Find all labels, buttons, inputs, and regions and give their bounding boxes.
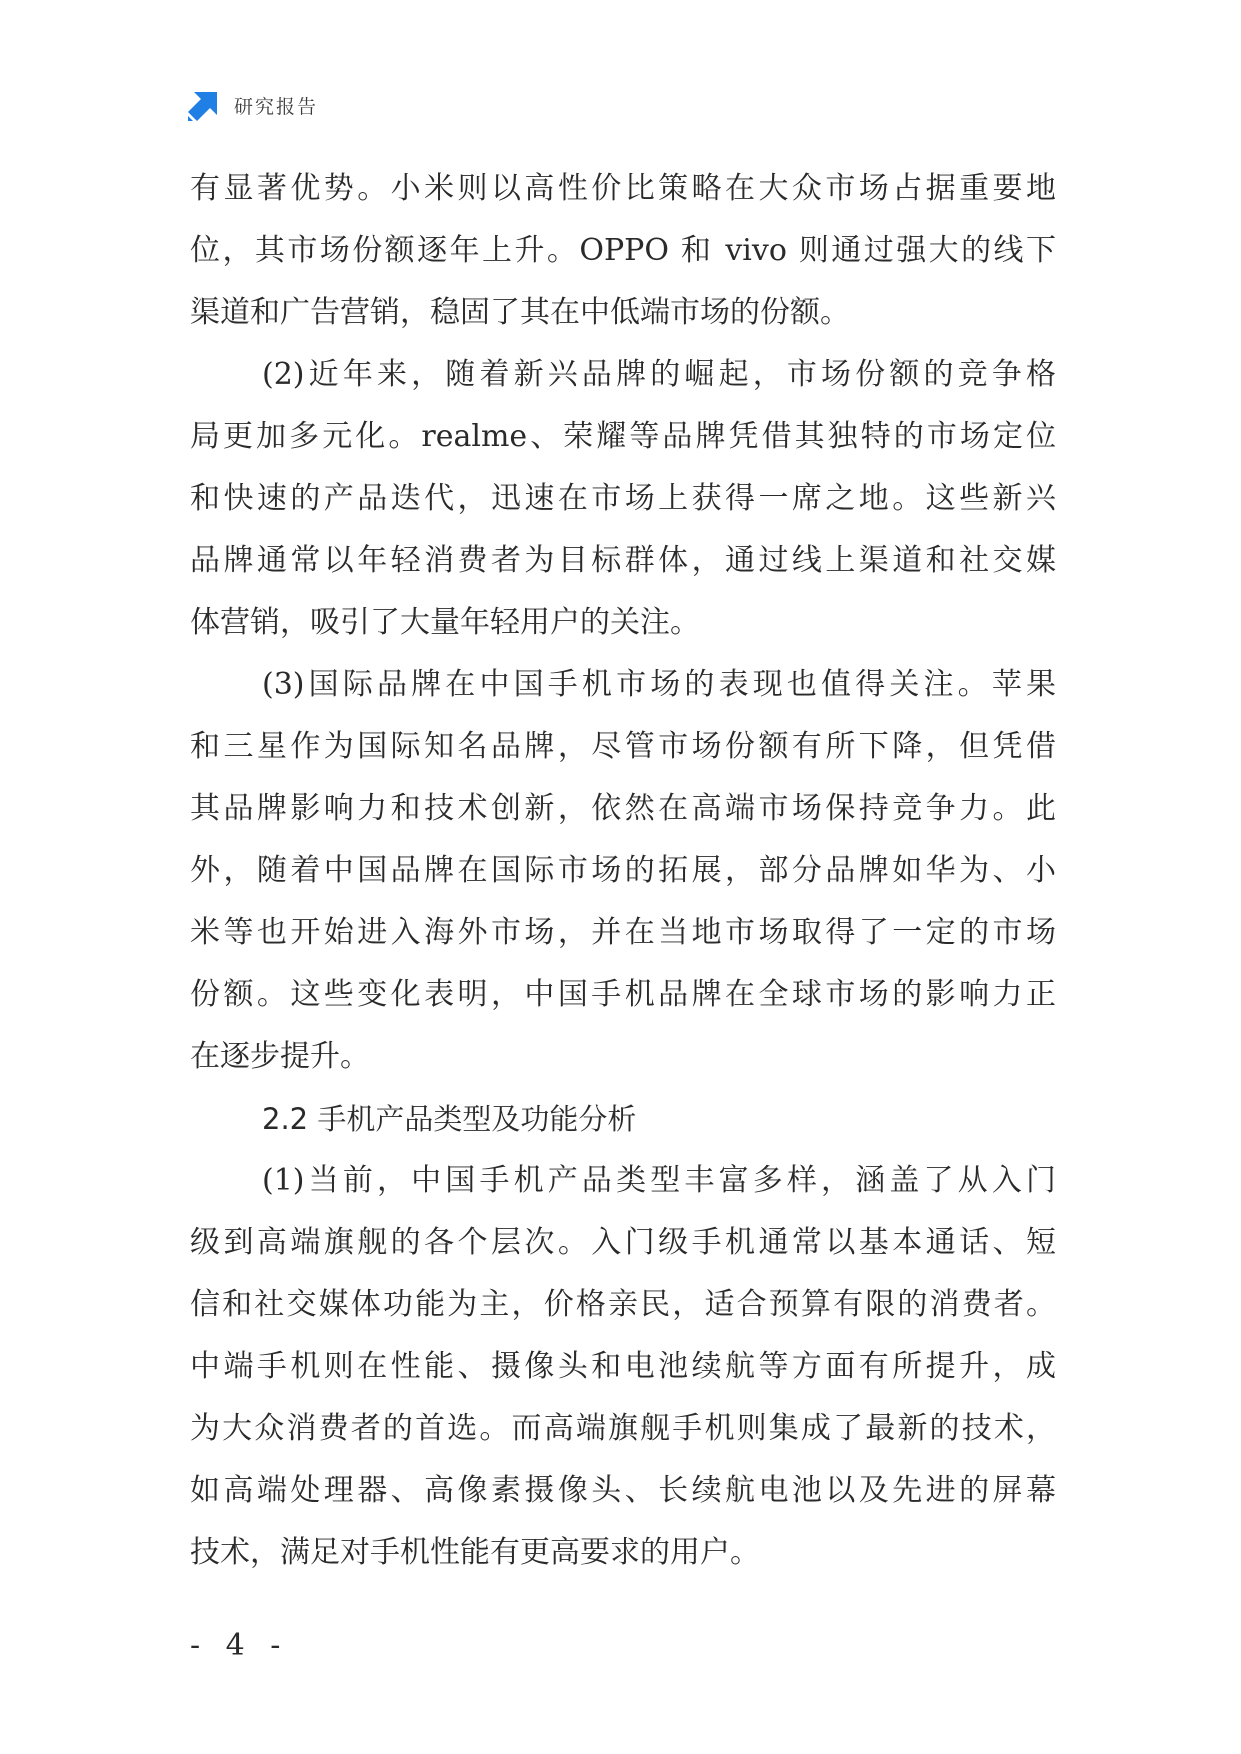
body-line: 有显著优势。小米则以高性价比策略在大众市场占据重要地 [190,171,1056,206]
body-line: 信和社交媒体功能为主，价格亲民，适合预算有限的消费者。 [190,1287,1056,1322]
body-line: 米等也开始进入海外市场，并在当地市场取得了一定的市场 [190,915,1056,950]
body-line: 为大众消费者的首选。而高端旗舰手机则集成了最新的技术， [190,1411,1056,1446]
body-line: 其品牌影响力和技术创新，依然在高端市场保持竞争力。此 [190,791,1056,826]
body-line: 在逐步提升。 [190,1039,370,1074]
page-number: - 4 - [190,1628,289,1663]
body-line: 中端手机则在性能、摄像头和电池续航等方面有所提升，成 [190,1349,1056,1384]
arrow-up-right-icon [188,89,220,121]
body-line: 份额。这些变化表明，中国手机品牌在全球市场的影响力正 [190,977,1056,1012]
body-line: 位，其市场份额逐年上升。OPPO 和 vivo 则通过强大的线下 [190,233,1056,268]
body-line: 局更加多元化。realme、荣耀等品牌凭借其独特的市场定位 [190,419,1056,454]
body-line: (2)近年来，随着新兴品牌的崛起，市场份额的竞争格 [262,357,1056,392]
body-line: (3)国际品牌在中国手机市场的表现也值得关注。苹果 [262,667,1056,702]
body-line: 和三星作为国际知名品牌，尽管市场份额有所下降，但凭借 [190,729,1056,764]
report-title: 研究报告 [234,95,319,118]
body-line: 体营销，吸引了大量年轻用户的关注。 [190,605,700,640]
body-line: (1)当前，中国手机产品类型丰富多样，涵盖了从入门 [262,1163,1056,1198]
section-heading: 2.2 手机产品类型及功能分析 [262,1102,637,1136]
body-line: 级到高端旗舰的各个层次。入门级手机通常以基本通话、短 [190,1225,1056,1260]
report-header [188,88,318,122]
body-line: 品牌通常以年轻消费者为目标群体，通过线上渠道和社交媒 [190,543,1056,578]
body-line: 技术，满足对手机性能有更高要求的用户。 [190,1535,760,1570]
body-line: 渠道和广告营销，稳固了其在中低端市场的份额。 [190,295,850,330]
body-line: 如高端处理器、高像素摄像头、长续航电池以及先进的屏幕 [190,1473,1056,1508]
report-body [190,158,1056,1584]
body-line: 外，随着中国品牌在国际市场的拓展，部分品牌如华为、小 [190,853,1056,888]
body-line: 和快速的产品迭代，迅速在市场上获得一席之地。这些新兴 [190,481,1056,516]
